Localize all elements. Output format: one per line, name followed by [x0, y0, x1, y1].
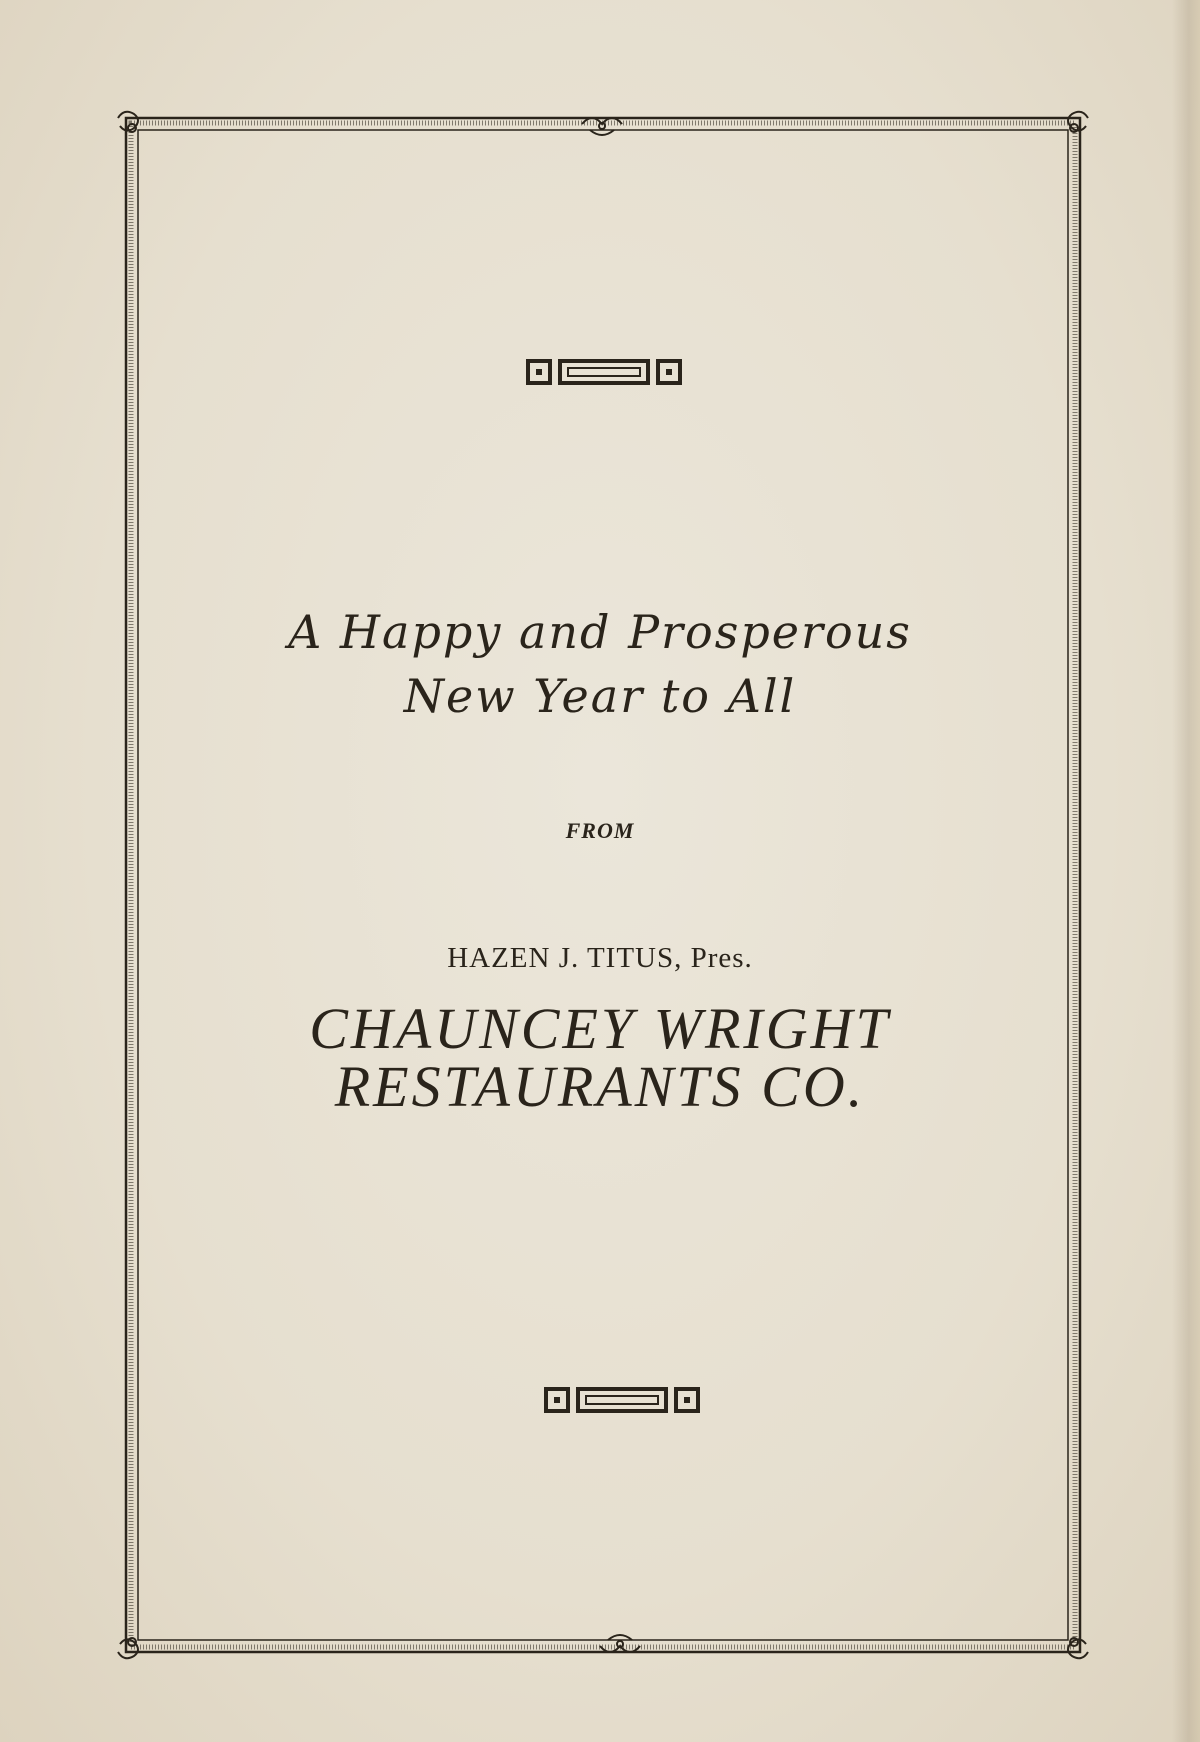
top-bar-ornament	[526, 357, 682, 387]
new-year-greeting	[140, 600, 1060, 728]
company-name-line-2: RESTAURANTS CO.	[334, 1054, 866, 1119]
bottom-bar-ornament	[544, 1385, 700, 1415]
from-label: FROM	[565, 818, 635, 843]
company-name-line-1: CHAUNCEY WRIGHT	[309, 996, 891, 1061]
company-name	[140, 996, 1060, 1119]
president-line: HAZEN J. TITUS, Pres.	[447, 942, 753, 974]
greeting-line-2: New Year to All	[403, 669, 797, 723]
greeting-line-1: A Happy and Prosperous	[288, 605, 912, 659]
